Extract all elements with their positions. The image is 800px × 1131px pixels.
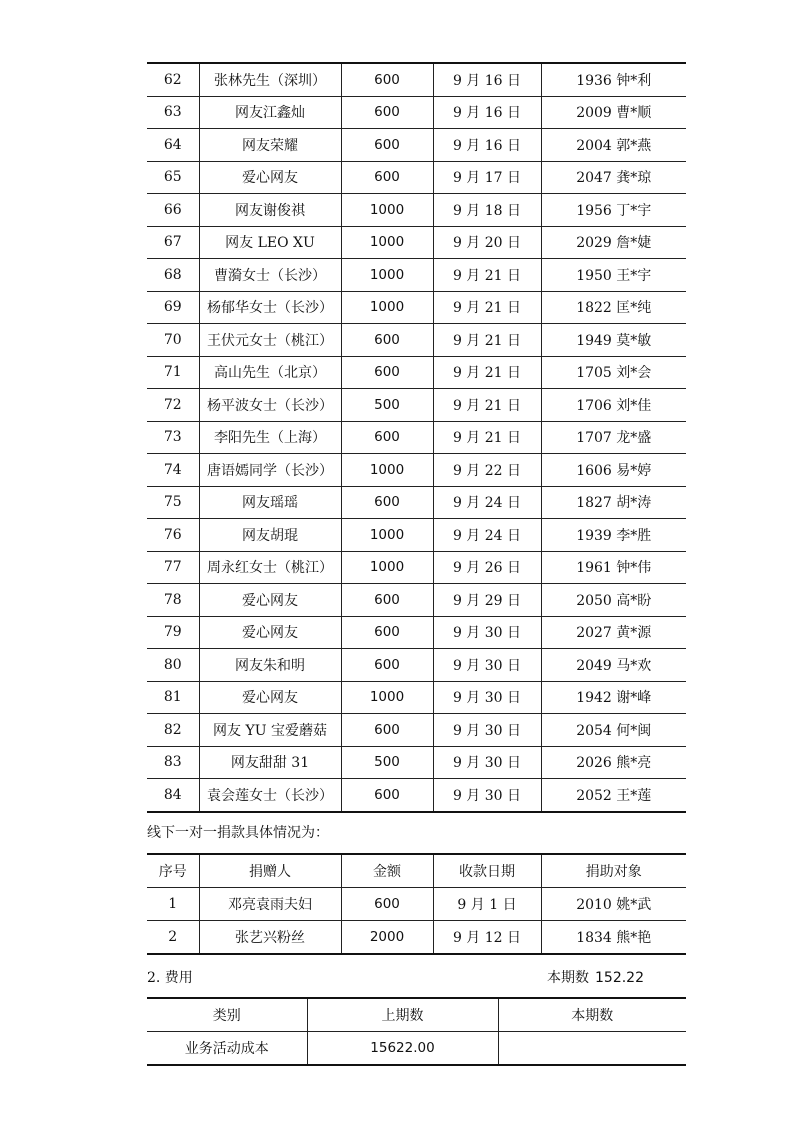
cell-amount: 500 (341, 389, 433, 422)
cell-amount: 600 (341, 161, 433, 194)
cell-donor: 网友谢俊祺 (199, 194, 341, 227)
cell-no: 70 (147, 324, 199, 357)
table-row (147, 129, 686, 162)
cell-date: 9 月 1 日 (433, 887, 541, 920)
cell-amount: 600 (341, 887, 433, 920)
cell-date: 9 月 24 日 (433, 486, 541, 519)
table-row (147, 681, 686, 714)
cell-target: 2026 熊*亮 (541, 746, 686, 779)
cell-date: 9 月 21 日 (433, 421, 541, 454)
cell-amount: 600 (341, 779, 433, 812)
cell-amount: 600 (341, 129, 433, 162)
cell-amount: 1000 (341, 454, 433, 487)
cell-date: 9 月 30 日 (433, 746, 541, 779)
cell-donor: 网友甜甜 31 (199, 746, 341, 779)
table-row (147, 714, 686, 747)
cell-target: 1606 易*婷 (541, 454, 686, 487)
table-row (147, 389, 686, 422)
cell-amount: 600 (341, 714, 433, 747)
cost-section-heading: 2. 费用 (147, 969, 193, 986)
cell-donor: 网友朱和明 (199, 649, 341, 682)
cell-no: 65 (147, 161, 199, 194)
table-row (147, 616, 686, 649)
table-row (147, 584, 686, 617)
cell-target: 2054 何*闽 (541, 714, 686, 747)
header-current: 本期数 (498, 998, 686, 1032)
cell-donor: 网友 LEO XU (199, 226, 341, 259)
cell-no: 84 (163, 786, 182, 803)
cell-no: 63 (147, 96, 199, 129)
cell-amount: 600 (341, 486, 433, 519)
cell-target: 1961 钟*伟 (541, 551, 686, 584)
cell-date: 9 月 21 日 (433, 389, 541, 422)
cell-no: 62 (147, 63, 199, 96)
cost-current-label: 本期数 (547, 969, 589, 986)
cell-amount: 600 (341, 96, 433, 129)
table-row (147, 486, 686, 519)
cell-donor: 曹漪女士（长沙） (199, 259, 341, 292)
header-category: 类别 (147, 998, 307, 1032)
table-row (147, 291, 686, 324)
cell-date: 9 月 26 日 (433, 551, 541, 584)
cell-donor: 网友 YU 宝爱蘑菇 (199, 714, 341, 747)
cell-target: 2029 詹*婕 (541, 226, 686, 259)
cell-no: 1 (147, 887, 199, 920)
cell-amount: 600 (341, 649, 433, 682)
cell-donor: 张林先生（深圳） (199, 63, 341, 96)
cell-no: 64 (147, 129, 199, 162)
table-row (147, 194, 686, 227)
cell-donor: 杨郁华女士（长沙） (199, 291, 341, 324)
cell-date: 9 月 16 日 (433, 63, 541, 96)
cell-date: 9 月 30 日 (433, 714, 541, 747)
table-row (147, 887, 686, 920)
header-no: 序号 (147, 854, 199, 888)
cell-donor: 周永红女士（桃江） (199, 551, 341, 584)
cell-date: 9 月 30 日 (433, 616, 541, 649)
cell-amount: 600 (341, 324, 433, 357)
cell-target: 2027 黄*源 (541, 616, 686, 649)
header-target: 捐助对象 (541, 854, 686, 888)
table-row (147, 649, 686, 682)
cell-target: 2049 马*欢 (541, 649, 686, 682)
cell-category: 业务活动成本 (184, 1040, 269, 1057)
cell-date: 9 月 21 日 (433, 356, 541, 389)
cell-amount: 600 (341, 63, 433, 96)
cell-amount: 600 (341, 421, 433, 454)
table-row (147, 920, 686, 954)
cell-target: 2004 郭*燕 (541, 129, 686, 162)
cell-amount: 1000 (341, 259, 433, 292)
cell-target: 2010 姚*武 (541, 887, 686, 920)
cell-no: 2 (168, 928, 178, 945)
cell-donor: 爱心网友 (199, 584, 341, 617)
cell-donor: 唐语嫣同学（长沙） (199, 454, 341, 487)
cell-date: 9 月 24 日 (433, 519, 541, 552)
cell-date: 9 月 21 日 (433, 324, 541, 357)
table-row (147, 746, 686, 779)
cell-donor: 张艺兴粉丝 (199, 920, 341, 954)
cell-amount: 600 (341, 584, 433, 617)
cell-target: 1950 王*宇 (541, 259, 686, 292)
cell-no: 66 (147, 194, 199, 227)
table-row (147, 421, 686, 454)
cell-no: 67 (147, 226, 199, 259)
cell-amount: 1000 (341, 551, 433, 584)
cell-date: 9 月 30 日 (433, 681, 541, 714)
cell-target: 2052 王*莲 (541, 779, 686, 812)
cell-amount: 600 (341, 356, 433, 389)
cell-donor: 高山先生（北京） (199, 356, 341, 389)
cell-donor: 网友江鑫灿 (199, 96, 341, 129)
cell-no: 76 (147, 519, 199, 552)
cell-no: 73 (147, 421, 199, 454)
cell-amount: 1000 (341, 194, 433, 227)
table-row (147, 96, 686, 129)
cell-donor: 网友荣耀 (199, 129, 341, 162)
cell-no: 83 (147, 746, 199, 779)
cell-date: 9 月 21 日 (433, 259, 541, 292)
header-previous: 上期数 (307, 998, 498, 1032)
cell-target: 1834 熊*艳 (541, 920, 686, 954)
table-row (147, 356, 686, 389)
table-row (147, 1031, 686, 1065)
donation-table-body (147, 63, 686, 812)
cell-current (498, 1031, 686, 1065)
cell-target: 1942 谢*峰 (541, 681, 686, 714)
cell-amount: 1000 (341, 226, 433, 259)
cell-target: 2050 高*盼 (541, 584, 686, 617)
cell-target: 1705 刘*会 (541, 356, 686, 389)
cell-target: 1949 莫*敏 (541, 324, 686, 357)
table-row (147, 259, 686, 292)
cell-date: 9 月 20 日 (433, 226, 541, 259)
cell-date: 9 月 18 日 (433, 194, 541, 227)
donation-table (147, 62, 686, 813)
cell-no: 79 (147, 616, 199, 649)
cost-table (147, 997, 686, 1066)
cell-date: 9 月 30 日 (433, 779, 541, 812)
cell-donor: 爱心网友 (199, 161, 341, 194)
cell-donor: 王伏元女士（桃江） (199, 324, 341, 357)
cell-donor: 邓亮袁雨夫妇 (199, 887, 341, 920)
cell-amount: 500 (341, 746, 433, 779)
table-row (147, 519, 686, 552)
header-date: 收款日期 (433, 854, 541, 888)
cell-donor: 袁会莲女士（长沙） (199, 779, 341, 812)
cell-no: 78 (147, 584, 199, 617)
cell-target: 1707 龙*盛 (541, 421, 686, 454)
table-row (147, 551, 686, 584)
cell-target: 1827 胡*涛 (541, 486, 686, 519)
cell-target: 1956 丁*宇 (541, 194, 686, 227)
table-row (147, 454, 686, 487)
cell-target: 1939 李*胜 (541, 519, 686, 552)
cell-no: 81 (147, 681, 199, 714)
cell-target: 2009 曹*顺 (541, 96, 686, 129)
table-row (147, 779, 686, 812)
cell-target: 1822 匡*纯 (541, 291, 686, 324)
table-row (147, 226, 686, 259)
cell-date: 9 月 12 日 (433, 920, 541, 954)
table-row (147, 63, 686, 96)
offline-donation-title: 线下一对一捐款具体情况为： (147, 824, 329, 841)
cell-no: 68 (147, 259, 199, 292)
cell-target: 1936 钟*利 (541, 63, 686, 96)
cell-donor: 李阳先生（上海） (199, 421, 341, 454)
offline-donation-table (147, 853, 686, 955)
cell-date: 9 月 21 日 (433, 291, 541, 324)
cell-no: 72 (147, 389, 199, 422)
cell-donor: 爱心网友 (199, 681, 341, 714)
table-row (147, 324, 686, 357)
cell-date: 9 月 17 日 (433, 161, 541, 194)
cost-current-value: 152.22 (595, 969, 644, 986)
cell-no: 74 (147, 454, 199, 487)
cell-amount: 1000 (341, 519, 433, 552)
cell-amount: 1000 (341, 291, 433, 324)
cell-donor: 网友瑶瑶 (199, 486, 341, 519)
table-row (147, 161, 686, 194)
cost-section-line (147, 955, 686, 997)
cell-date: 9 月 22 日 (433, 454, 541, 487)
offline-header-row (147, 854, 686, 888)
cost-current-summary (547, 967, 644, 987)
cell-donor: 网友胡琨 (199, 519, 341, 552)
cell-amount: 1000 (341, 681, 433, 714)
cell-no: 80 (147, 649, 199, 682)
cell-target: 1706 刘*佳 (541, 389, 686, 422)
cost-header-row (147, 998, 686, 1032)
cell-amount: 600 (341, 616, 433, 649)
cell-no: 82 (147, 714, 199, 747)
cell-amount: 2000 (341, 920, 433, 954)
cell-no: 75 (147, 486, 199, 519)
cell-date: 9 月 16 日 (433, 129, 541, 162)
cell-donor: 杨平波女士（长沙） (199, 389, 341, 422)
cell-target: 2047 龚*琼 (541, 161, 686, 194)
document-page (147, 62, 686, 1066)
header-amount: 金额 (341, 854, 433, 888)
cell-date: 9 月 29 日 (433, 584, 541, 617)
cell-no: 69 (147, 291, 199, 324)
cell-date: 9 月 16 日 (433, 96, 541, 129)
cell-date: 9 月 30 日 (433, 649, 541, 682)
cell-previous: 15622.00 (307, 1031, 498, 1065)
cell-no: 71 (147, 356, 199, 389)
cell-donor: 爱心网友 (199, 616, 341, 649)
cell-no: 77 (147, 551, 199, 584)
header-donor: 捐赠人 (199, 854, 341, 888)
